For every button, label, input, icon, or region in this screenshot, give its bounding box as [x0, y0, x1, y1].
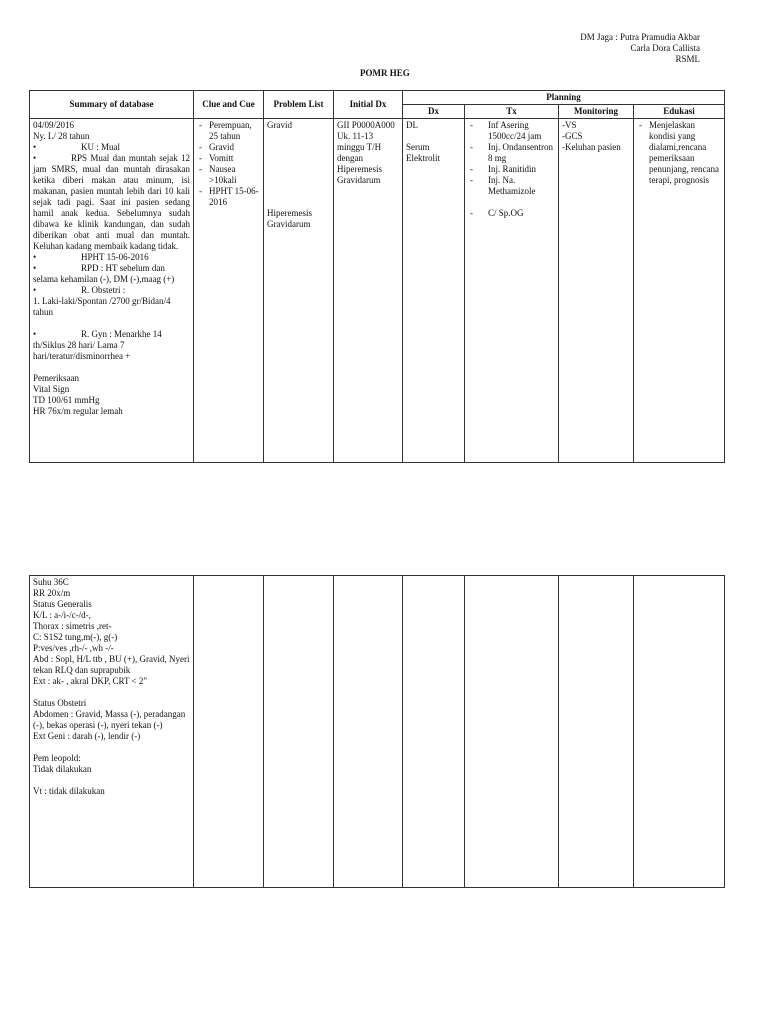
pulmo-text: P:ves/ves ,rh-/- ,wh -/- — [33, 643, 114, 653]
tx-consult: - C/ Sp.OG — [468, 208, 555, 219]
edukasi-cell-continued — [634, 576, 725, 888]
td-value: TD 100/61 mmHg — [33, 395, 100, 405]
obstetri-label: R. Obstetri : — [81, 285, 126, 295]
summary-cell-continued — [30, 576, 194, 888]
bullet-icon: • — [33, 263, 37, 273]
bullet-icon: • — [33, 329, 37, 339]
clue-item: - Nausea >10kali — [197, 164, 260, 186]
summary-cell — [30, 119, 194, 463]
obstetri-detail: 1. Laki-laki/Spontan /2700 gr/Bidan/4 tahun — [33, 296, 171, 317]
tx-item: - Inf Asering 1500cc/24 jam — [468, 120, 555, 142]
vital-sign-label: Vital Sign — [33, 384, 70, 394]
bullet-icon: • — [33, 285, 37, 295]
col-planning-header: Planning — [403, 91, 725, 105]
leopold-value: Tidak dilakukan — [33, 764, 92, 774]
hpht-text: HPHT 15-06-2016 — [81, 252, 149, 262]
initial-dx-cell — [334, 119, 403, 463]
patient-id: Ny. L/ 28 tahun — [33, 131, 90, 141]
col-problem-header: Problem List — [264, 91, 334, 119]
col-dx-header: Dx — [403, 105, 465, 119]
col-initial-header: Initial Dx — [334, 91, 403, 119]
monitoring-item: -VS — [562, 120, 577, 130]
col-monitoring-header: Monitoring — [559, 105, 634, 119]
pemeriksaan-label: Pemeriksaan — [33, 373, 79, 383]
clue-item: - Gravid — [197, 142, 260, 153]
initial-dx-text: GII P0000A000 Uk. 11-13 minggu T/H dengan Hiperemesis Gravidarum — [337, 120, 395, 185]
problem-cell-continued — [264, 576, 334, 888]
status-generalis-label: Status Generalis — [33, 599, 92, 609]
problem-hiperemesis: Hiperemesis Gravidarum — [267, 208, 312, 229]
abdomen-text: Abdomen : Gravid, Massa (-), peradangan (-), bekas operasi (-), nyeri tekan (-) — [33, 709, 186, 730]
leopold-label: Pem leopold: — [33, 753, 81, 763]
header-dm-jaga: DM Jaga : Putra Pramudia Akbar — [580, 32, 700, 42]
col-summary-header: Summary of database — [30, 91, 194, 119]
vt-text: Vt : tidak dilakukan — [33, 786, 105, 796]
problem-cell — [264, 119, 334, 463]
pomr-table-continued — [29, 575, 725, 888]
header-hospital: RSML — [675, 54, 700, 64]
tx-list — [468, 120, 555, 197]
cor-text: C: S1S2 tung,m(-), g(-) — [33, 632, 118, 642]
clue-item: - HPHT 15-06-2016 — [197, 186, 260, 208]
suhu-value: Suhu 36C — [33, 577, 69, 587]
col-edukasi-header: Edukasi — [634, 105, 725, 119]
edukasi-cell — [634, 119, 725, 463]
plan-dx-cell-continued — [403, 576, 465, 888]
bullet-icon: • — [33, 142, 37, 152]
plan-dx-cell — [403, 119, 465, 463]
thorax-text: Thorax : simetris ,ret- — [33, 621, 112, 631]
status-obstetri-label: Status Obstetri — [33, 698, 87, 708]
plan-dx-serum: Serum Elektrolit — [406, 142, 440, 163]
visit-date: 04/09/2016 — [33, 120, 75, 130]
monitoring-item: -Keluhan pasien — [562, 142, 621, 152]
edukasi-text: - Menjelaskan kondisi yang dialami,rencana pemeriksaan penunjang, rencana terapi, prognosis — [637, 120, 721, 186]
gyn-text: R. Gyn : Menarkhe 14 th/Siklus 28 hari/ Lama 7 hari/teratur/disminorrhea + — [33, 329, 162, 361]
bullet-icon: • — [33, 153, 37, 163]
rr-value: RR 20x/m — [33, 588, 71, 598]
ext-text: Ext : ak- , akral DKP, CRT < 2" — [33, 676, 148, 686]
ext-geni-text: Ext Geni : darah (-), lendir (-) — [33, 731, 141, 741]
clue-item: - Vomitt — [197, 153, 260, 164]
tx-item: - Inj. Na. Methamizole — [468, 175, 555, 197]
kl-text: K/L : a-/i-/c-/d-, — [33, 610, 91, 620]
monitoring-cell — [559, 119, 634, 463]
header-name: Carla Dora Callista — [630, 43, 700, 53]
hr-value: HR 76x/m regular lemah — [33, 406, 123, 416]
rps-text: RPS Mual dan muntah sejak 12 jam SMRS, mual dan muntah dirasakan ketika diberi makan atau minum, isi makanan, pasien muntah lebih dari 10 kali sejak tadi pagi. Saat ini pasien sedang hamil anak kedua. Sebelumnya sudah dibawa ke klinik kandungan, dan sudah diberikan obat anti mual dan muntah. Keluhan kadang membaik kadang tidak. — [33, 153, 190, 251]
clue-item: - Perempuan, 25 tahun — [197, 120, 260, 142]
keluhan-utama: KU : Mual — [81, 142, 120, 152]
clue-cell — [194, 119, 264, 463]
monitoring-cell-continued — [559, 576, 634, 888]
clue-list — [197, 120, 260, 208]
plan-tx-cell-continued — [465, 576, 559, 888]
abd-text: Abd : Sopl, H/L ttb , BU (+), Gravid, Nyeri tekan RLQ dan suprapubik — [33, 654, 190, 675]
tx-item: - Inj. Ondansentron 8 mg — [468, 142, 555, 164]
rpd-text: RPD : HT sebelum dan selama kehamilan (-), DM (-),maag (+) — [33, 263, 175, 284]
plan-tx-cell — [465, 119, 559, 463]
bullet-icon: • — [33, 252, 37, 262]
problem-gravid: Gravid — [267, 120, 292, 130]
pomr-table — [29, 90, 725, 463]
col-tx-header: Tx — [465, 105, 559, 119]
tx-item: - Inj. Ranitidin — [468, 164, 555, 175]
clue-cell-continued — [194, 576, 264, 888]
col-clue-header: Clue and Cue — [194, 91, 264, 119]
monitoring-item: -GCS — [562, 131, 583, 141]
document-title: POMR HEG — [360, 68, 410, 78]
document-header — [580, 32, 700, 65]
plan-dx-dl: DL — [406, 120, 418, 130]
initial-dx-cell-continued — [334, 576, 403, 888]
